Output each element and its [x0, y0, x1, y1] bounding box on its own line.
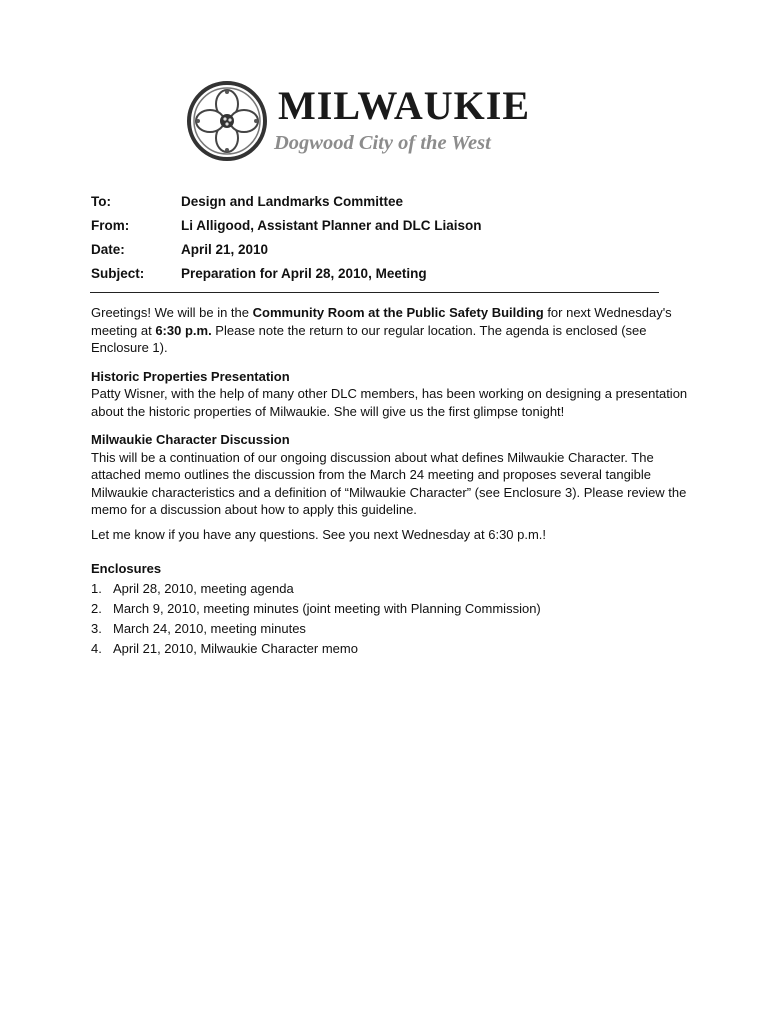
date-value: April 21, 2010 — [181, 242, 269, 257]
date-label: Date: — [91, 242, 125, 257]
section-paragraph: Patty Wisner, with the help of many other DLC members, has been working on designing a presentation about the historic properties of Milwaukie. She will give us the first glimpse tonight! — [91, 386, 688, 419]
letterhead-logo — [186, 80, 576, 162]
dogwood-flower-icon — [186, 80, 270, 162]
to-label: To: — [91, 194, 111, 209]
list-number: 3. — [91, 620, 102, 636]
list-text: April 28, 2010, meeting agenda — [113, 580, 294, 596]
list-item — [91, 639, 691, 659]
subject-label: Subject: — [91, 266, 145, 281]
intro-text-3: Please note the return to our regular location. The agenda is enclosed (see Enclosure 1). — [91, 322, 647, 355]
intro-text-1: Greetings! We will be in the — [91, 305, 253, 320]
list-number: 2. — [91, 600, 102, 616]
to-value: Design and Landmarks Committee — [181, 194, 404, 209]
list-text: March 24, 2010, meeting minutes — [113, 620, 306, 636]
meeting-time: 6:30 p.m. — [155, 322, 212, 338]
closing-paragraph: Let me know if you have any questions. See you next Wednesday at 6:30 p.m.! — [91, 526, 547, 542]
section-heading: Milwaukie Character Discussion — [91, 432, 290, 447]
list-text: March 9, 2010, meeting minutes (joint meeting with Planning Commission) — [113, 600, 541, 616]
from-label: From: — [91, 218, 130, 233]
meeting-location: Community Room at the Public Safety Building — [252, 305, 544, 320]
header-divider — [90, 292, 659, 293]
list-item — [91, 579, 691, 599]
section-heading: Historic Properties Presentation — [91, 368, 290, 384]
intro-text-2: for next Wednesday's meeting at — [91, 305, 672, 338]
enclosures-heading: Enclosures — [91, 561, 162, 576]
from-value: Li Alligood, Assistant Planner and DLC Liaison — [181, 218, 482, 233]
memo-header — [91, 190, 661, 286]
intro-paragraph — [91, 304, 691, 357]
memo-to-row — [91, 190, 661, 214]
list-number: 1. — [91, 580, 102, 596]
memo-date-row — [91, 238, 661, 262]
city-name: MILWAUKIE — [278, 83, 531, 128]
city-tagline: Dogwood City of the West — [274, 132, 491, 154]
memo-from-row — [91, 214, 661, 238]
enclosures-list — [91, 579, 691, 659]
list-item — [91, 599, 691, 619]
list-text: April 21, 2010, Milwaukie Character memo — [113, 640, 358, 656]
list-item — [91, 619, 691, 639]
memo-subject-row — [91, 262, 661, 286]
subject-value: Preparation for April 28, 2010, Meeting — [181, 266, 427, 281]
list-number: 4. — [91, 640, 102, 656]
section-paragraph: This will be a continuation of our ongoing discussion about what defines Milwaukie Character. The attached memo outlines the discussion from the March 24 meeting and proposes several tangible Milwaukie characteristics and a definition of “Milwaukie Character” (see Enclosure 3). Please review the memo for a discussion about how to apply this guideline. — [91, 449, 687, 517]
memo-body — [91, 304, 691, 659]
